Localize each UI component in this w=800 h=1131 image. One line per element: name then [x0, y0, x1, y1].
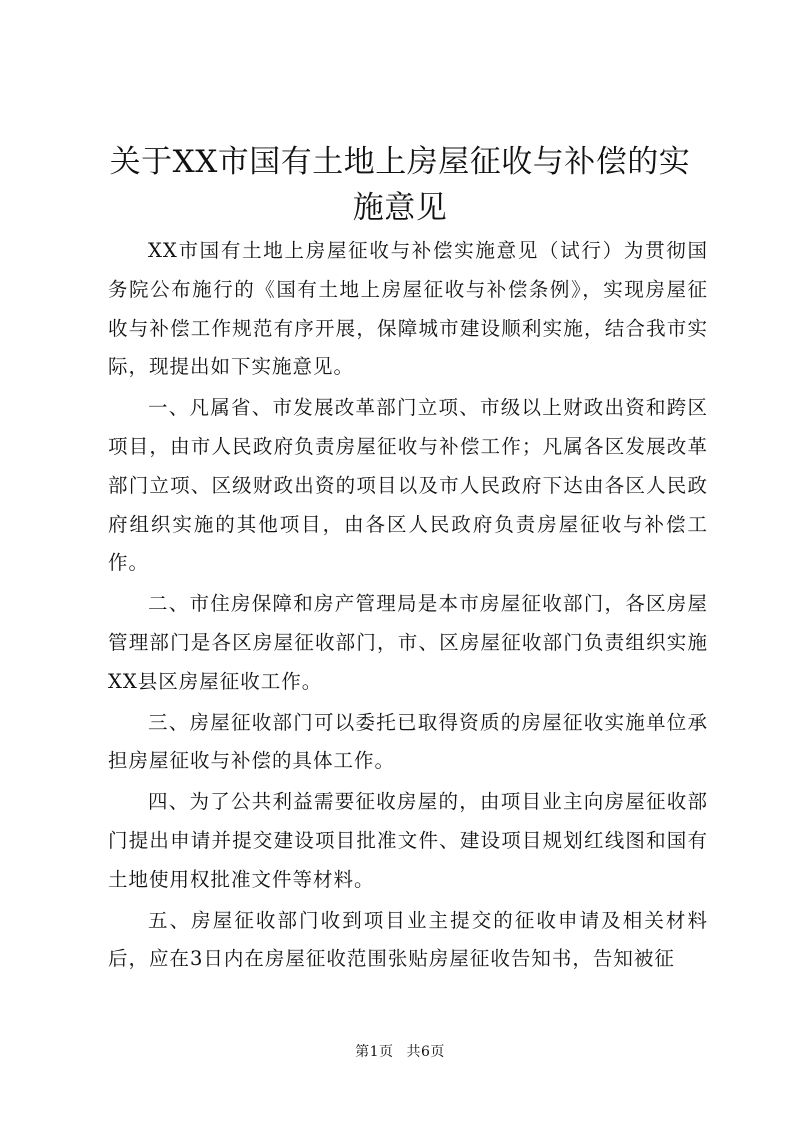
paragraph-item-3: 三、房屋征收部门可以委托已取得资质的房屋征收实施单位承担房屋征收与补偿的具体工作。: [108, 710, 708, 773]
paragraph-intro: XX市国有土地上房屋征收与补偿实施意见（试行）为贯彻国务院公布施行的《国有土地上房屋征收与补偿条例》，实现房屋征收与补偿工作规范有序开展，保障城市建设顺利实施，结合我市实际，现提出如下实施意见。: [108, 239, 708, 379]
total-pages: 共6页: [406, 1044, 445, 1060]
paragraph-item-2: 二、市住房保障和房产管理局是本市房屋征收部门，各区房屋管理部门是各区房屋征收部门，市、区房屋征收部门负责组织实施XX县区房屋征收工作。: [108, 592, 708, 693]
paragraph-item-4: 四、为了公共利益需要征收房屋的，由项目业主向房屋征收部门提出申请并提交建设项目批准文件、建设项目规划红线图和国有土地使用权批准文件等材料。: [108, 790, 708, 891]
paragraph-item-1: 一、凡属省、市发展改革部门立项、市级以上财政出资和跨区项目，由市人民政府负责房屋征收与补偿工作；凡属各区发展改革部门立项、区级财政出资的项目以及市人民政府下达由各区人民政府组织实施的其他项目，由各区人民政府负责房屋征收与补偿工作。: [108, 396, 708, 575]
page-number: 第1页: [355, 1044, 394, 1060]
document-title: 关于XX市国有土地上房屋征收与补偿的实施意见: [109, 144, 691, 226]
paragraph-item-5: 五、房屋征收部门收到项目业主提交的征收申请及相关材料后，应在3日内在房屋征收范围张贴房屋征收告知书，告知被征: [108, 908, 708, 971]
document-body: [108, 232, 708, 981]
page-footer: [0, 1042, 800, 1062]
